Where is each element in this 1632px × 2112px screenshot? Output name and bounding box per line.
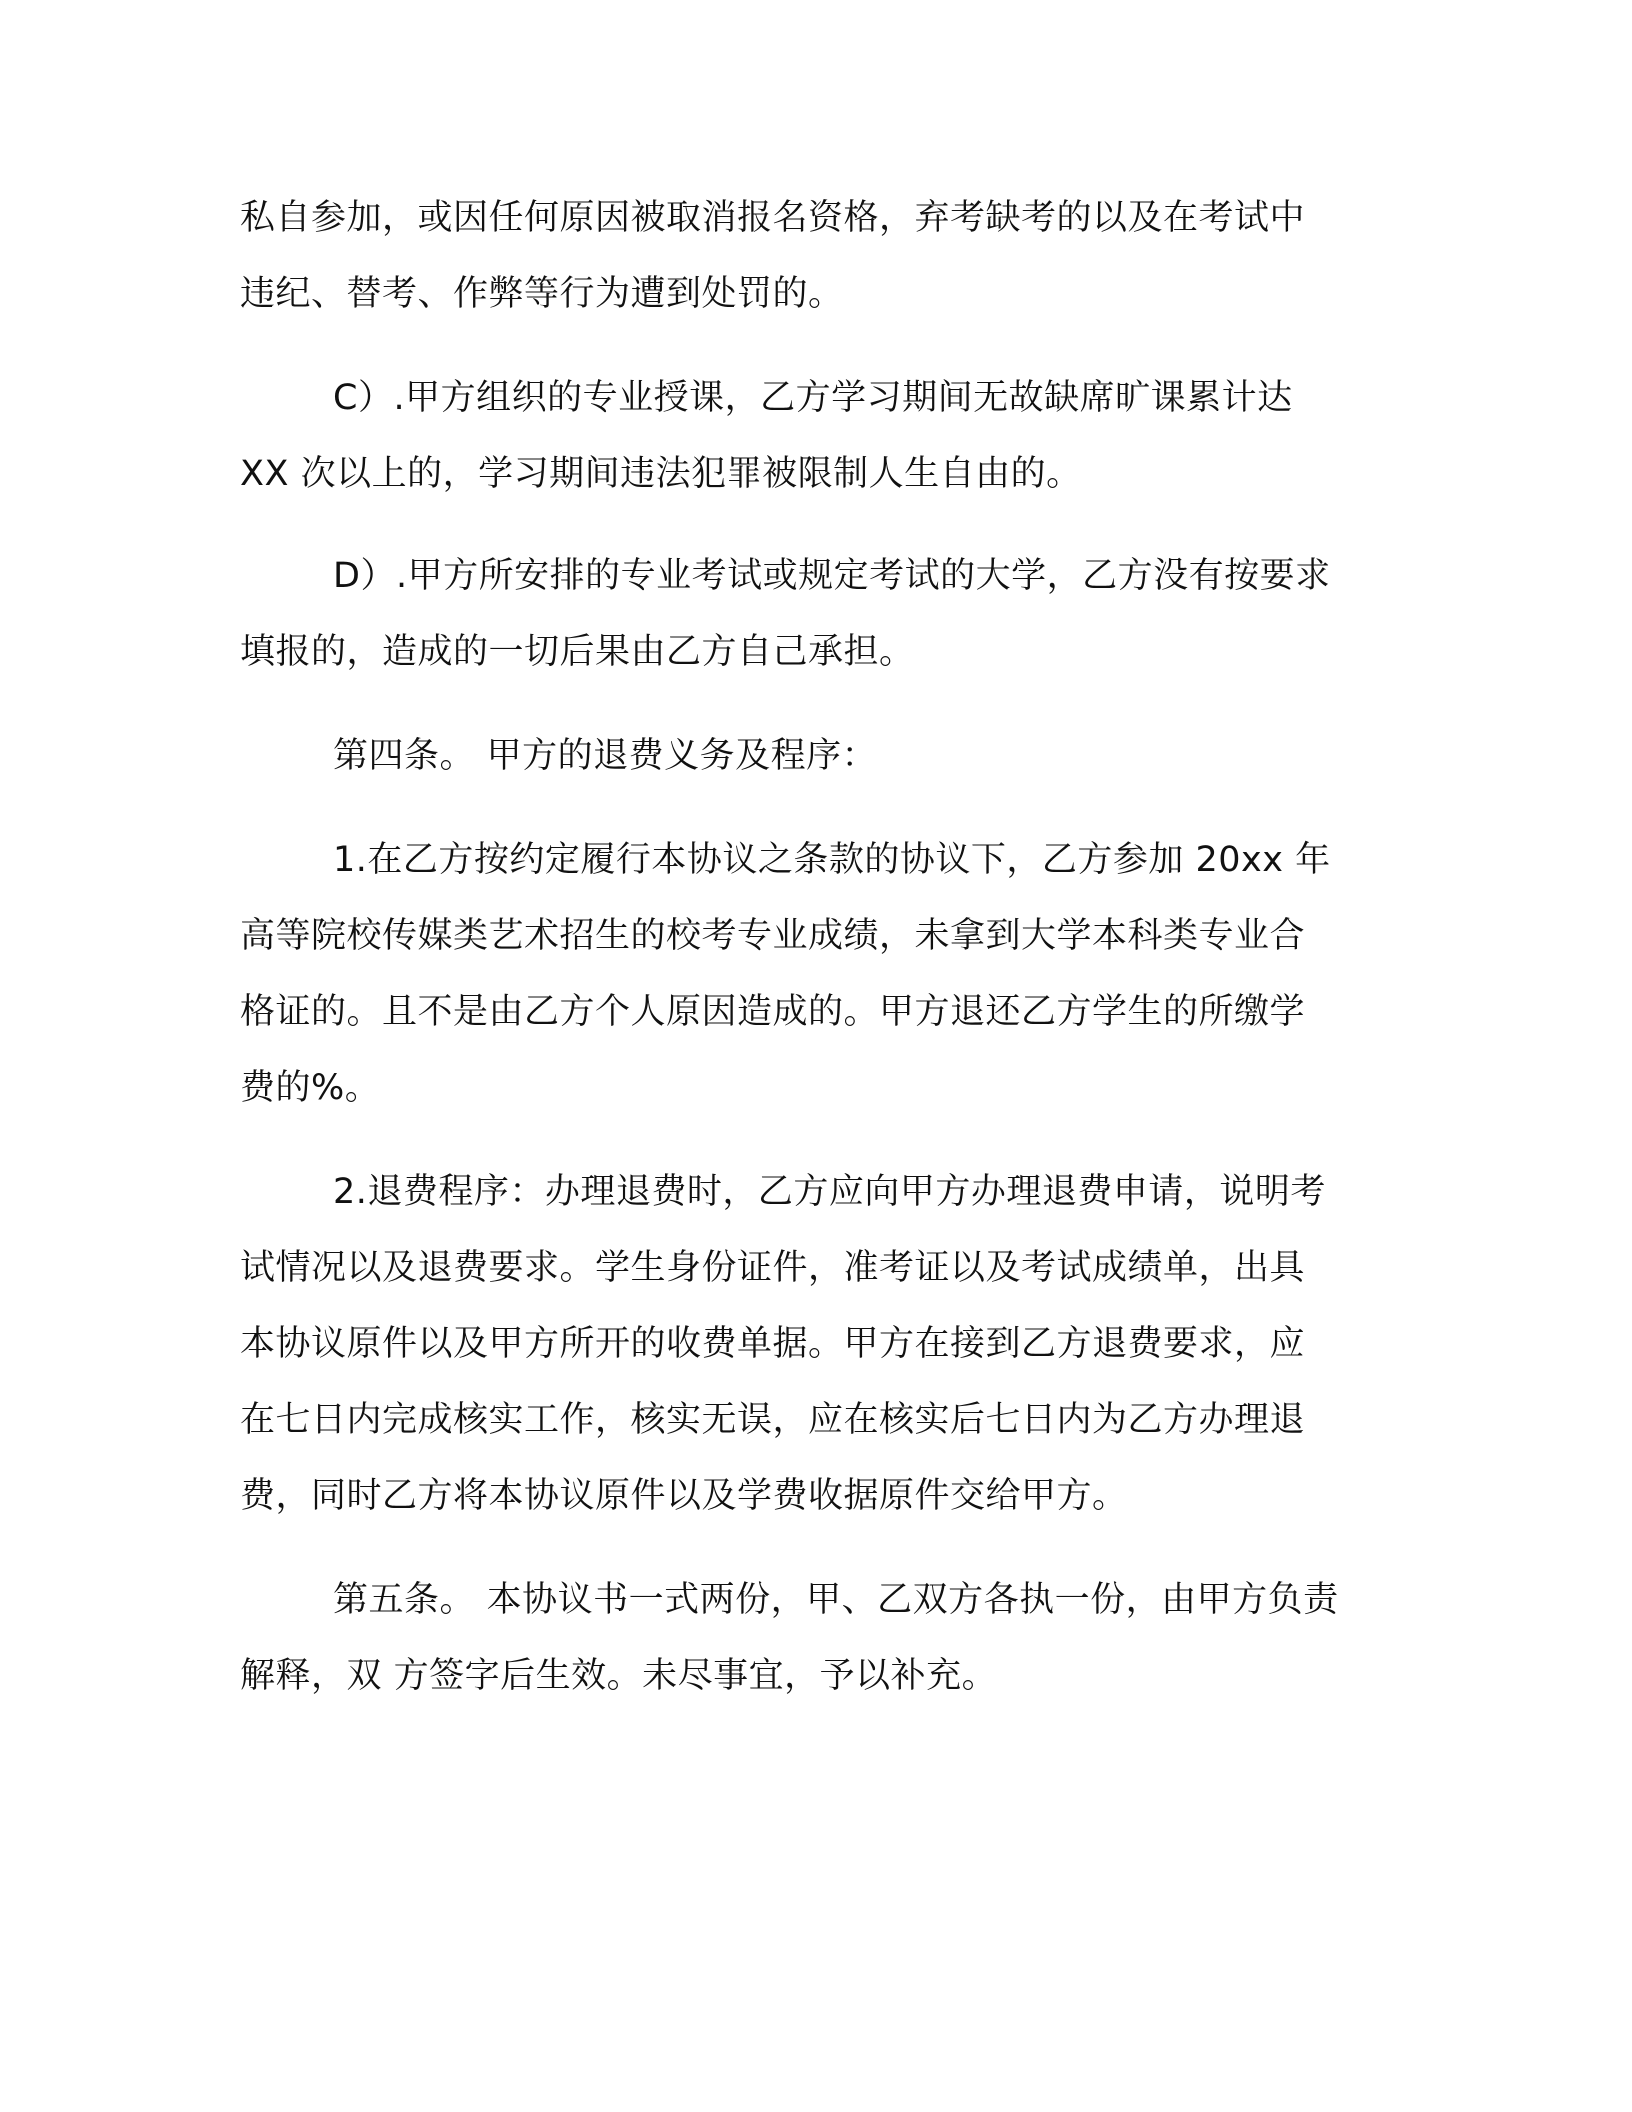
section-heading: 第五条。 本协议书一式两份，甲、乙双方各执一份，由甲方负责 bbox=[333, 1580, 1339, 1620]
text-line: 本协议原件以及甲方所开的收费单据。甲方在接到乙方退费要求，应 bbox=[240, 1324, 1306, 1364]
text-line: 解释，双 方签字后生效。未尽事宜，予以补充。 bbox=[240, 1656, 998, 1696]
text-line: 格证的。且不是由乙方个人原因造成的。甲方退还乙方学生的所缴学 bbox=[240, 992, 1306, 1032]
text-line: 填报的，造成的一切后果由乙方自己承担。 bbox=[240, 632, 915, 672]
text-line: 试情况以及退费要求。学生身份证件，准考证以及考试成绩单，出具 bbox=[240, 1248, 1306, 1288]
text-line: 1.在乙方按约定履行本协议之条款的协议下，乙方参加 20xx 年 bbox=[333, 840, 1331, 880]
text-line: 私自参加，或因任何原因被取消报名资格，弃考缺考的以及在考试中 bbox=[240, 198, 1306, 238]
text-line: C）.甲方组织的专业授课，乙方学习期间无故缺席旷课累计达 bbox=[333, 378, 1293, 418]
text-line: 在七日内完成核实工作，核实无误，应在核实后七日内为乙方办理退 bbox=[240, 1400, 1306, 1440]
text-line: XX 次以上的，学习期间违法犯罪被限制人生自由的。 bbox=[240, 454, 1082, 494]
text-line: 违纪、替考、作弊等行为遭到处罚的。 bbox=[240, 274, 844, 314]
text-line: D）.甲方所安排的专业考试或规定考试的大学，乙方没有按要求 bbox=[333, 556, 1331, 596]
text-line: 费，同时乙方将本协议原件以及学费收据原件交给甲方。 bbox=[240, 1476, 1128, 1516]
section-heading: 第四条。 甲方的退费义务及程序： bbox=[333, 736, 878, 776]
text-line: 高等院校传媒类艺术招生的校考专业成绩，未拿到大学本科类专业合 bbox=[240, 916, 1306, 956]
text-line: 费的%。 bbox=[240, 1068, 381, 1108]
text-line: 2.退费程序：办理退费时，乙方应向甲方办理退费申请，说明考 bbox=[333, 1172, 1326, 1212]
